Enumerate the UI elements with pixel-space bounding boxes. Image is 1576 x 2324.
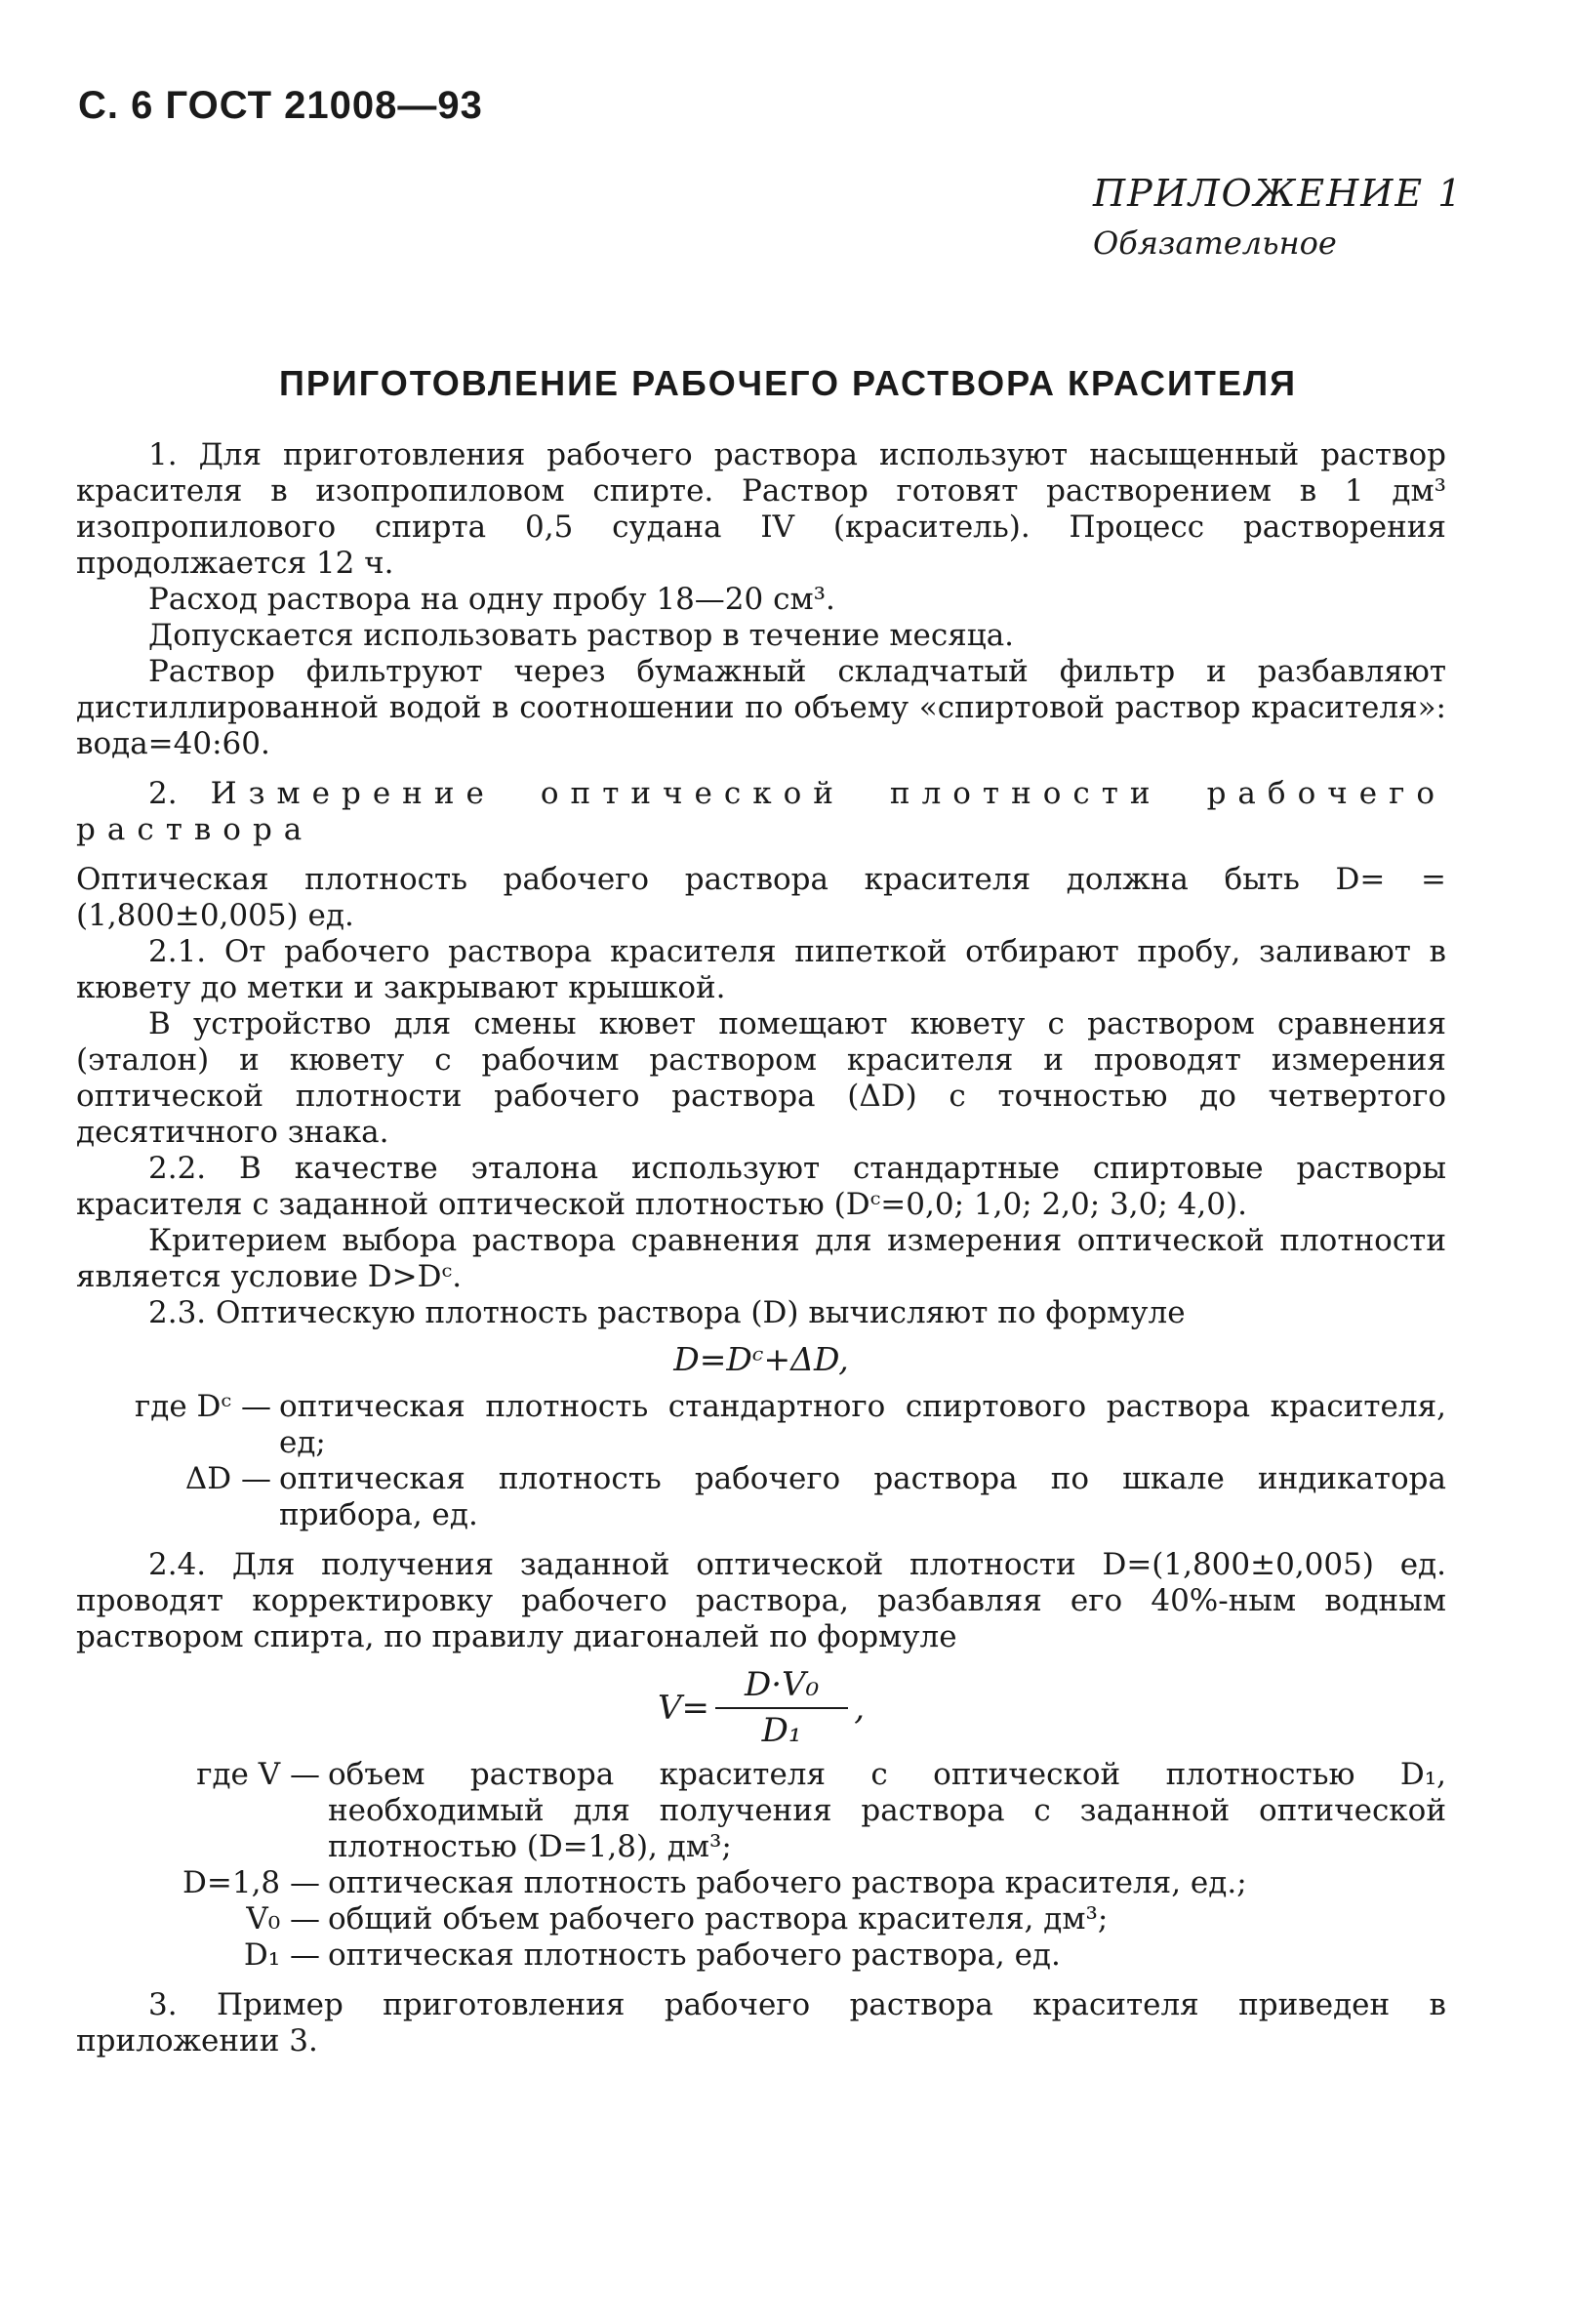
formula-denominator: D₁ <box>761 1711 802 1750</box>
document-body <box>76 437 1446 2059</box>
definitions-list-2 <box>76 1757 1446 1974</box>
page-header: С. 6 ГОСТ 21008—93 <box>78 84 483 127</box>
appendix-status: Обязательное <box>1093 224 1337 262</box>
section-2-heading <box>76 776 1446 848</box>
paragraph-2-2: 2.2. В качестве эталона используют стандартные спиртовые растворы красителя с заданной оптической плотностью (Dᶜ=0,0; 1,0; 2,0; 3,0; 4,0). <box>76 1151 1446 1222</box>
appendix-block <box>1093 172 1463 262</box>
section-2-title: Измерение оптической плотности рабочего раствора <box>76 776 1446 847</box>
paragraph-3: 3. Пример приготовления рабочего раствора красителя приведен в приложении 3. <box>76 1987 1446 2059</box>
definition-symbol: где Dᶜ — <box>135 1389 271 1424</box>
paragraph-storage: Допускается использовать раствор в течение месяца. <box>148 618 1015 653</box>
paragraph-2-1: 2.1. От рабочего раствора красителя пипеткой отбирают пробу, заливают в кювету до метки и закрывают крышкой. <box>76 934 1446 1005</box>
definition-symbol: D₁ — <box>243 1937 320 1973</box>
paragraph-optical-density: Оптическая плотность рабочего раствора красителя должна быть D= = (1,800±0,005) ед. <box>76 862 1446 933</box>
definition-text: оптическая плотность рабочего раствора по шкале индикатора прибора, ед. <box>279 1461 1446 1532</box>
definition-text: объем раствора красителя с оптической плотностью D₁, необходимый для получения раствора с заданной оптической плотностью (D=1,8), дм³; <box>328 1757 1446 1864</box>
definition-symbol: ΔD — <box>184 1461 271 1496</box>
definition-text: оптическая плотность рабочего раствора, ед. <box>328 1937 1061 1973</box>
definition-item <box>76 1461 1446 1533</box>
formula-fraction <box>715 1667 848 1749</box>
definition-text: общий объем рабочего раствора красителя, дм³; <box>328 1901 1109 1937</box>
definition-text: оптическая плотность рабочего раствора красителя, ед.; <box>328 1865 1247 1900</box>
paragraph-filtering: Раствор фильтруют через бумажный складчатый фильтр и разбавляют дистиллированной водой в соотношении по объему «спиртовой раствор красителя»: вода=40:60. <box>76 654 1446 761</box>
definition-item <box>76 1389 1446 1461</box>
document-title: ПРИГОТОВЛЕНИЕ РАБОЧЕГО РАСТВОРА КРАСИТЕЛЯ <box>279 363 1297 403</box>
appendix-label: ПРИЛОЖЕНИЕ 1 <box>1093 172 1464 215</box>
definition-symbol: V₀ — <box>246 1901 320 1937</box>
formula-optical-density: D=Dᶜ+ΔD, <box>673 1340 849 1378</box>
paragraph-1: 1. Для приготовления рабочего раствора используют насыщенный раствор красителя в изопропиловом спирте. Раствор готовят растворением в 1 дм³ изопропилового спирта 0,5 судана IV (краситель). Процесс растворения продолжается 12 ч. <box>76 437 1446 581</box>
formula-volume <box>76 1667 1446 1749</box>
definition-item <box>76 1865 1446 1901</box>
definition-symbol: где V — <box>196 1757 320 1792</box>
definition-item <box>76 1901 1446 1937</box>
definition-item <box>76 1937 1446 1974</box>
paragraph-2-1-b: В устройство для смены кювет помещают кювету с раствором сравнения (эталон) и кювету с рабочим раствором красителя и проводят измерения оптической плотности рабочего раствора (ΔD) с точностью до четвертого десятичного знака. <box>76 1006 1446 1150</box>
paragraph-2-2-b: Критерием выбора раствора сравнения для измерения оптической плотности является условие D>Dᶜ. <box>76 1223 1446 1294</box>
formula-tail: , <box>854 1688 866 1728</box>
paragraph-2-3: 2.3. Оптическую плотность раствора (D) вычисляют по формуле <box>148 1295 1186 1330</box>
definitions-list-1 <box>76 1389 1446 1533</box>
formula-lhs: V= <box>657 1688 709 1728</box>
definition-text: оптическая плотность стандартного спиртового раствора красителя, ед; <box>279 1389 1446 1460</box>
paragraph-2-4: 2.4. Для получения заданной оптической плотности D=(1,800±0,005) ед. проводят корректировку рабочего раствора, разбавляя его 40%-ным водным раствором спирта, по правилу диагоналей по формуле <box>76 1547 1446 1654</box>
definition-symbol: D=1,8 — <box>182 1865 320 1900</box>
definition-item <box>76 1757 1446 1865</box>
paragraph-consumption: Расход раствора на одну пробу 18—20 см³. <box>148 582 835 617</box>
section-2-number: 2. <box>148 776 178 811</box>
formula-numerator: D·V₀ <box>715 1667 848 1709</box>
